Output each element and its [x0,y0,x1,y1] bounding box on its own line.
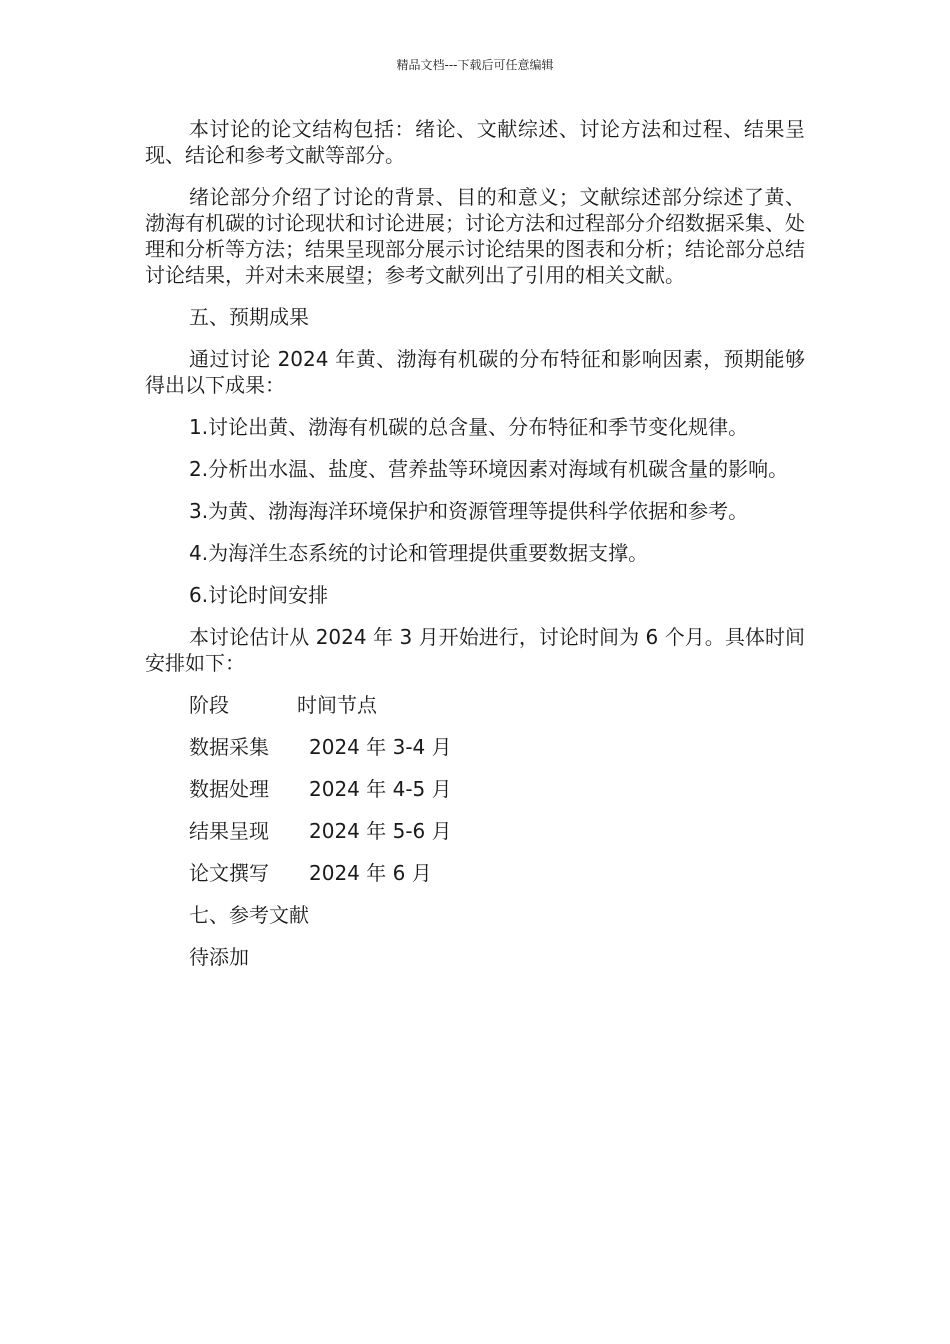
schedule-stage: 论文撰写 [189,861,269,885]
schedule-row [145,776,805,802]
paragraph-structure-details: 绪论部分介绍了讨论的背景、目的和意义；文献综述部分综述了黄、渤海有机碳的讨论现状和讨论进展；讨论方法和过程部分介绍数据采集、处理和分析等方法；结果呈现部分展示讨论结果的图表和分析；结论部分总结讨论结果，并对未来展望；参考文献列出了引用的相关文献。 [145,185,805,287]
schedule-stage: 结果呈现 [189,819,269,843]
page-header: 精品文档---下载后可任意编辑 [396,58,554,72]
schedule-time: 2024 年 5-6 月 [309,819,452,843]
list-item: 1.讨论出黄、渤海有机碳的总含量、分布特征和季节变化规律。 [189,415,749,439]
paragraph-structure: 本讨论的论文结构包括：绪论、文献综述、讨论方法和过程、结果呈现、结论和参考文献等部分。 [145,117,805,167]
section-heading-references: 七、参考文献 [189,903,309,927]
paragraph-expected-intro: 通过讨论 2024 年黄、渤海有机碳的分布特征和影响因素，预期能够得出以下成果： [145,347,805,397]
list-item: 3.为黄、渤海海洋环境保护和资源管理等提供科学依据和参考。 [189,499,749,523]
document-body [145,116,805,986]
references-placeholder: 待添加 [189,945,249,969]
schedule-header-stage: 阶段 [189,693,229,717]
schedule-row [145,734,805,760]
schedule-header-time: 时间节点 [297,693,377,717]
schedule-time: 2024 年 3-4 月 [309,735,452,759]
schedule-row [145,860,805,886]
list-item: 2.分析出水温、盐度、营养盐等环境因素对海域有机碳含量的影响。 [189,457,789,481]
section-heading-expected-results: 五、预期成果 [189,305,309,329]
schedule-stage: 数据采集 [189,735,269,759]
schedule-row [145,818,805,844]
schedule-header-row [145,692,805,718]
section-heading-schedule: 6.讨论时间安排 [189,583,329,607]
paragraph-schedule-intro: 本讨论估计从 2024 年 3 月开始进行，讨论时间为 6 个月。具体时间安排如下： [145,625,805,675]
schedule-stage: 数据处理 [189,777,269,801]
list-item: 4.为海洋生态系统的讨论和管理提供重要数据支撑。 [189,541,649,565]
schedule-time: 2024 年 4-5 月 [309,777,452,801]
schedule-time: 2024 年 6 月 [309,861,432,885]
